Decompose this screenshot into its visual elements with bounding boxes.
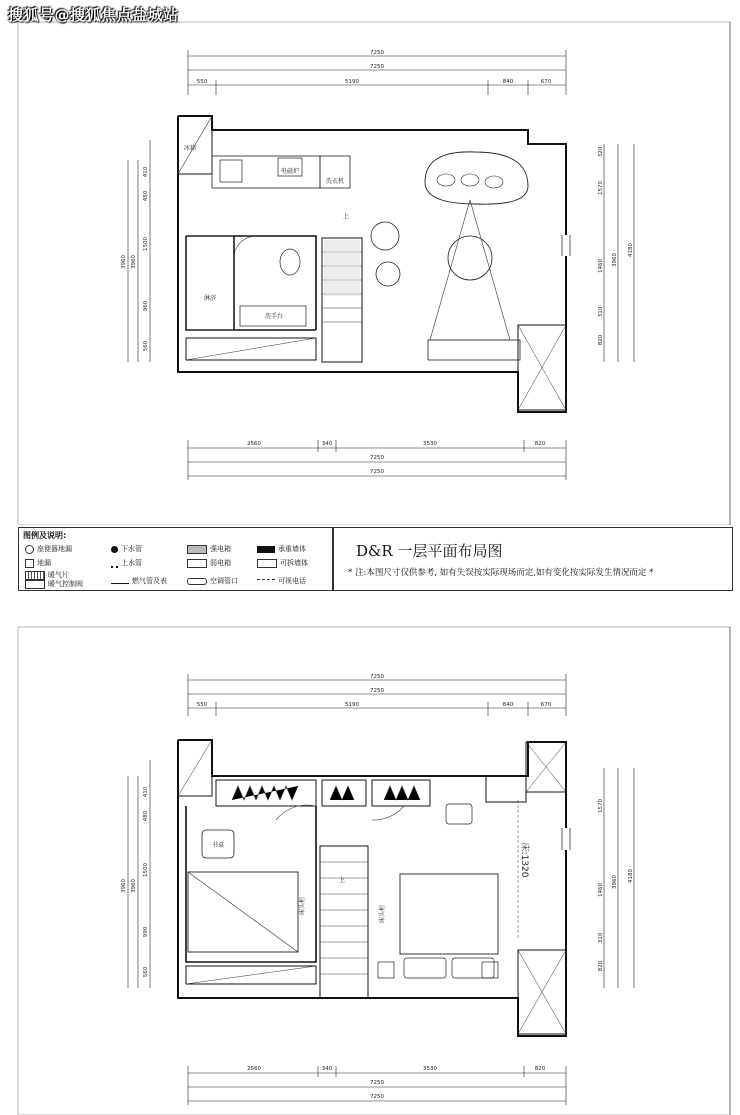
dim-bottom-340: 340 xyxy=(321,441,333,447)
title-panel xyxy=(333,527,733,591)
dim-top-840: 840 xyxy=(502,702,514,708)
dim-left-3960a: 3960 xyxy=(121,255,127,269)
label-desk: 书桌 xyxy=(211,842,225,849)
dim-left-560: 560 xyxy=(143,966,149,978)
dim-left-480: 480 xyxy=(143,810,149,822)
dim-bottom-3530: 3530 xyxy=(423,441,437,447)
legend-item: 承重墙体 xyxy=(257,544,306,554)
legend-item: 弱电箱 xyxy=(187,558,231,568)
dim-left-560: 560 xyxy=(143,340,149,352)
legend-item: 燃气管及表 xyxy=(111,576,167,586)
dim-top-550: 550 xyxy=(196,79,208,85)
watermark: 搜狐号@搜狐焦点盐城站 xyxy=(8,6,179,24)
legend-item: 下水管 xyxy=(111,544,142,554)
dim-top-total-1: 7250 xyxy=(370,50,384,56)
label-nightstand-left: 床头柜 xyxy=(299,896,306,916)
dim-right-4180: 4180 xyxy=(628,869,634,883)
dim-right-1460: 1460 xyxy=(598,259,604,273)
dim-bottom-340: 340 xyxy=(321,1066,333,1072)
dim-right-1570: 1570 xyxy=(598,181,604,195)
dim-right-3960: 3960 xyxy=(612,875,618,889)
dim-bottom-total-1: 7250 xyxy=(370,455,384,461)
dim-right-320: 320 xyxy=(598,146,604,158)
dim-left-3960b: 3960 xyxy=(131,255,137,269)
dim-right-820: 820 xyxy=(598,960,604,972)
dim-left-960: 960 xyxy=(143,300,149,312)
dim-right-1570: 1570 xyxy=(598,799,604,813)
dim-left-410: 410 xyxy=(143,166,149,178)
dim-bottom-2560: 2560 xyxy=(247,1066,261,1072)
dim-bottom-3530: 3530 xyxy=(423,1066,437,1072)
label-basin: 洗手台 xyxy=(264,313,284,320)
dim-top-670: 670 xyxy=(540,79,552,85)
legend-item: 暖气控制阀 xyxy=(25,579,83,589)
dim-bottom-total-2: 7250 xyxy=(370,469,384,475)
label-stair-up-bottom: 上 xyxy=(338,877,346,884)
dim-bottom-total-2: 7250 xyxy=(370,1094,384,1100)
dim-right-1460: 1460 xyxy=(598,883,604,897)
legend-item: 可拆墙体 xyxy=(257,558,308,568)
legend-item: 上水管 xyxy=(111,558,142,568)
dim-top-5190: 5190 xyxy=(345,79,359,85)
label-stove: 电磁炉 xyxy=(280,168,300,175)
dim-bottom-820: 820 xyxy=(534,441,546,447)
legend-item: 可视电话 xyxy=(257,576,306,586)
legend-item: 地漏 xyxy=(25,558,51,568)
label-fridge: 冰箱 xyxy=(183,145,197,152)
label-shower: 淋浴 xyxy=(203,295,217,302)
label-stair-up-top: 上 xyxy=(342,213,350,220)
dim-bottom-2560: 2560 xyxy=(247,441,261,447)
dim-top-total-2: 7250 xyxy=(370,64,384,70)
dim-bottom-820: 820 xyxy=(534,1066,546,1072)
legend-panel xyxy=(18,527,333,591)
dim-right-310: 310 xyxy=(598,306,604,318)
plan-title: D&R 一层平面布局图 xyxy=(356,542,503,560)
dim-right-3960: 3960 xyxy=(612,253,618,267)
legend-item: 座便器地漏 xyxy=(25,544,72,554)
dim-right-4180: 4180 xyxy=(628,243,634,257)
legend-title: 图例及说明: xyxy=(23,531,67,540)
plan-note: * 注:本图尺寸仅供参考, 如有失误按实际现场而定,如有变化按实际发生情况而定 * xyxy=(348,568,654,578)
dim-bottom-total-1: 7250 xyxy=(370,1080,384,1086)
dim-left-990: 990 xyxy=(143,926,149,938)
floor-plan-bottom xyxy=(0,600,740,1115)
dim-left-3960a: 3960 xyxy=(121,879,127,893)
dim-right-820: 820 xyxy=(598,334,604,346)
dim-left-3960b: 3960 xyxy=(131,879,137,893)
dim-top-total-1: 7250 xyxy=(370,674,384,680)
dim-top-670: 670 xyxy=(540,702,552,708)
label-bed-1320: 床:1320 xyxy=(519,842,529,878)
dim-top-840: 840 xyxy=(502,79,514,85)
dim-right-310: 310 xyxy=(598,932,604,944)
dim-left-1500: 1500 xyxy=(143,863,149,877)
dim-left-1500: 1500 xyxy=(143,237,149,251)
floor-plan-top xyxy=(0,0,740,525)
dim-top-5190: 5190 xyxy=(345,702,359,708)
legend-item: 暖气片 xyxy=(25,570,69,580)
dim-top-total-2: 7250 xyxy=(370,688,384,694)
label-nightstand-right: 床头柜 xyxy=(379,904,386,924)
dim-left-410: 410 xyxy=(143,786,149,798)
label-washer: 洗衣机 xyxy=(325,178,345,185)
legend-item: 空调管口 xyxy=(187,576,238,586)
dim-left-450: 450 xyxy=(143,190,149,202)
legend-item: 强电箱 xyxy=(187,544,231,554)
dim-top-550: 550 xyxy=(196,702,208,708)
